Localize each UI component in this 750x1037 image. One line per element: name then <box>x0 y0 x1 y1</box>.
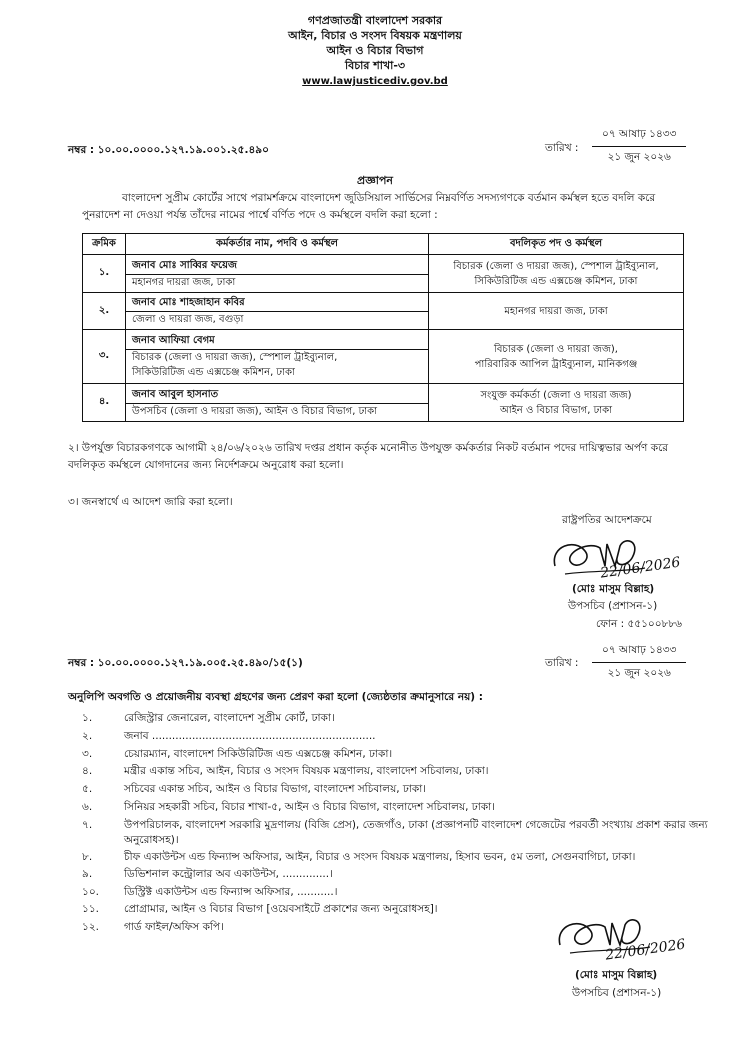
officer-name: জনাব মোঃ শাহজাহান কবির <box>126 295 428 312</box>
division-title: আইন ও বিচার বিভাগ <box>326 44 424 57</box>
list-item: ১০. ডিস্ট্রিক্ট একাউন্টস এন্ড ফিন্যান্স অফিসার, ...........। <box>82 885 338 898</box>
by-order-text: রাষ্ট্রপতির আদেশক্রমে <box>562 514 652 526</box>
table-row: ৩. জনাব আফিয়া বেগম বিচারক (জেলা ও দায়রা জজ), স্পেশাল ট্রাইব্যুনাল, সিকিউরিটিজ এন্ড এক্সচেঞ্জ কমিশন, ঢাকা বিচারক (জেলা ও দায়রা জজ), পারিবারিক আপিল ট্রাইব্যুনাল, মানিকগঞ্জ <box>83 330 684 384</box>
list-item: ২. জনাব ................................................................... <box>82 729 376 742</box>
col-new-post: বদলিকৃত পদ ও কর্মস্থল <box>429 234 684 255</box>
table-row: ১. জনাব মোঃ সাব্বির ফয়েজ মহানগর দায়রা জজ, ঢাকা বিচারক (জেলা ও দায়রা জজ), স্পেশাল ট্রাইব্যুনাল, সিকিউরিটিজ এন্ড এক্সচেঞ্জ কমিশন, ঢাকা <box>83 255 684 293</box>
list-item: ৪. মন্ত্রীর একান্ত সচিব, আইন, বিচার ও সংসদ বিষয়ক মন্ত্রণালয়, বাংলাদেশ সচিবালয়, ঢাকা। <box>82 765 489 778</box>
body-paragraph-3: ৩। জনস্বার্থে এ আদেশ জারি করা হলো। <box>68 496 233 508</box>
transfer-table <box>82 233 684 422</box>
date-bangla: ০৭ আষাঢ় ১৪৩৩ <box>592 127 686 147</box>
date-english: ২১ জুন ২০২৬ <box>607 151 671 163</box>
notification-title: প্রজ্ঞাপন <box>357 174 393 187</box>
memo-date-2 <box>592 643 686 683</box>
website-link[interactable]: www.lawjusticediv.gov.bd <box>302 76 448 87</box>
officer-name: জনাব মোঃ সাব্বির ফয়েজ <box>126 258 428 275</box>
govt-title: গণপ্রজাতন্ত্রী বাংলাদেশ সরকার <box>307 14 443 27</box>
officer-name: জনাব আফিয়া বেগম <box>126 333 428 350</box>
signature-1-date: 22/06/2026 <box>599 554 682 582</box>
date-english-2: ২১ জুন ২০২৬ <box>607 667 671 679</box>
table-row: ৪. জনাব আবুল হাসনাত উপসচিব (জেলা ও দায়রা জজ), আইন ও বিচার বিভাগ, ঢাকা সংযুক্ত কর্মকর্তা (জেলা ও দায়রা জজ) আইন ও বিচার বিভাগ, ঢাকা <box>83 384 684 422</box>
signature-2-image <box>550 905 730 975</box>
memo-number: নম্বর : ১০.০০.০০০০.১২৭.১৯.০০১.২৫.৪৯০ <box>68 144 269 156</box>
list-item: ১. রেজিস্ট্রার জেনারেল, বাংলাদেশ সুপ্রীম কোর্ট, ঢাকা। <box>82 712 335 724</box>
signature-2-date: 22/06/2026 <box>604 936 687 964</box>
current-post: জেলা ও দায়রা জজ, বগুড়া <box>132 314 244 325</box>
ministry-title: আইন, বিচার ও সংসদ বিষয়ক মন্ত্রণালয় <box>288 29 462 42</box>
list-item: ৬. সিনিয়র সহকারী সচিব, বিচার শাখা-৫, আইন ও বিচার বিভাগ, বাংলাদেশ সচিবালয়, ঢাকা। <box>82 800 495 813</box>
date-label: তারিখ : <box>545 142 579 154</box>
signatory-name: (মোঃ মাসুম বিল্লাহ) <box>572 583 655 595</box>
copy-heading: অনুলিপি অবগতি ও প্রয়োজনীয় ব্যবস্থা গ্রহণের জন্য প্রেরণ করা হলো (জ্যেষ্ঠতার ক্রমানুসারে নয়) : <box>68 691 483 703</box>
list-item: ১২. গার্ড ফাইল/অফিস কপি। <box>82 921 224 934</box>
col-officer: কর্মকর্তার নাম, পদবি ও কর্মস্থল <box>126 234 429 255</box>
list-item: ৮. চীফ একাউন্টস এন্ড ফিন্যান্স অফিসার, আইন, বিচার ও সংসদ বিষয়ক মন্ত্রণালয়, হিসাব ভবন, ৫ম তলা, সেগুনবাগিচা, ঢাকা। <box>82 850 636 863</box>
signatory-phone: ফোন : ৫৫১০০৮৮৬ <box>596 618 683 630</box>
list-item: ৩. চেয়ারম্যান, বাংলাদেশ সিকিউরিটিজ এন্ড এক্সচেঞ্জ কমিশন, ঢাকা। <box>82 747 393 760</box>
signatory-designation: উপসচিব (প্রশাসন-১) <box>568 600 658 612</box>
date-label-2: তারিখ : <box>545 657 579 669</box>
list-item: ৫. সচিবের একান্ত সচিব, আইন ও বিচার বিভাগ, বাংলাদেশ সচিবালয়, ঢাকা। <box>82 783 427 796</box>
current-post: উপসচিব (জেলা ও দায়রা জজ), আইন ও বিচার বিভাগ, ঢাকা <box>132 405 378 417</box>
list-item: ৯. ডিভিশনাল কন্ট্রোলার অব একাউন্টস, ..............। <box>82 867 333 880</box>
list-item: ৭. উপপরিচালক, বাংলাদেশ সরকারি মুদ্রণালয় (বিজি প্রেস), তেজগাঁও, ঢাকা (প্রজ্ঞাপনটি বাংলাদেশ গেজেটের পরবর্তী সংখ্যায় প্রকাশ করার জন্য অনুরোধসহ)। <box>82 818 708 846</box>
col-serial: ক্রমিক <box>83 234 126 255</box>
list-item: ১১. প্রোগ্রামার, আইন ও বিচার বিভাগ [ওয়েবসাইটে প্রকাশের জন্য অনুরোধসহ]। <box>82 903 438 916</box>
current-post: মহানগর দায়রা জজ, ঢাকা <box>132 276 236 288</box>
memo-number-2: নম্বর : ১০.০০.০০০০.১২৭.১৯.০০৫.২৫.৪৯০/১৫(১) <box>68 657 303 669</box>
memo-date <box>592 127 686 167</box>
section-title: বিচার শাখা-৩ <box>344 59 406 72</box>
body-paragraph-1: বাংলাদেশ সুপ্রীম কোর্টের সাথে পরামর্শক্রমে বাংলাদেশ জুডিসিয়াল সার্ভিসের নিম্নবর্ণিত সদস্যগণকে বর্তমান কর্মস্থল হতে বদলি করে পুনরাদেশ না দেওয়া পর্যন্ত তাঁদের নামের পার্শ্বে বর্ণিত পদে ও কর্মস্থলে বদলি করা হলো : <box>82 192 656 221</box>
officer-name: জনাব আবুল হাসনাত <box>126 387 428 404</box>
copy-list <box>82 710 722 937</box>
table-row: ২. জনাব মোঃ শাহজাহান কবির জেলা ও দায়রা জজ, বগুড়া মহানগর দায়রা জজ, ঢাকা <box>83 293 684 330</box>
signatory-designation-2: উপসচিব (প্রশাসন-১) <box>572 987 662 999</box>
body-paragraph-2: ২। উপর্যুক্ত বিচারকগণকে আগামী ২৪/০৬/২০২৬ তারিখ দপ্তর প্রধান কর্তৃক মনোনীত উপযুক্ত কর্মকর্তার নিকট বর্তমান পদের দায়িত্বভার অর্পণ করে বদলিকৃত কর্মস্থলে যোগদানের জন্য নির্দেশক্রমে অনুরোধ করা হলো। <box>68 442 669 471</box>
date-bangla-2: ০৭ আষাঢ় ১৪৩৩ <box>592 643 686 663</box>
signatory-name-2: (মোঃ মাসুম বিল্লাহ) <box>575 969 658 981</box>
